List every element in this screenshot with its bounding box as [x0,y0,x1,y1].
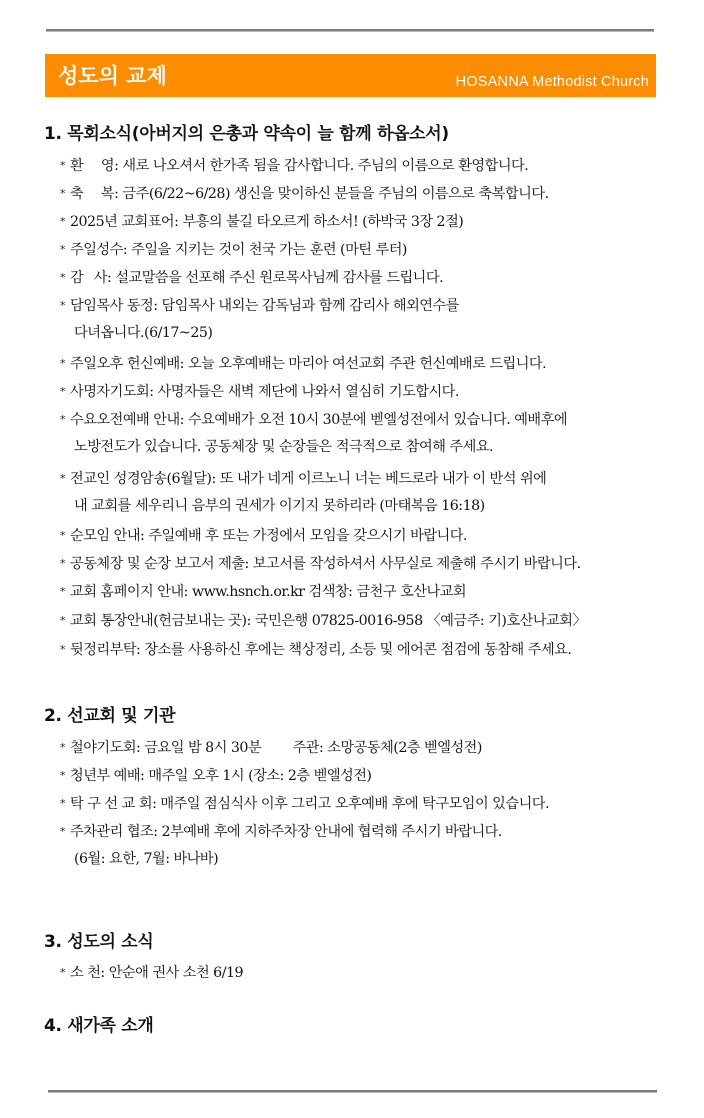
item-continuation: 내 교회를 세우리니 음부의 권세가 이기지 못하리라 (마태복음 16:18) [74,498,485,514]
list-item [60,790,549,818]
item-label: 환 영 [70,158,115,174]
bullet-icon: * [60,825,65,838]
list-item [60,607,586,635]
list-item [60,578,466,606]
list-item [60,762,371,790]
list-item [60,636,571,664]
item-text: 국민은행 07825-0016-958 〈예금주: 기)호산나교회〉 [254,613,587,629]
bullet-icon: * [60,159,65,172]
separator: : [114,186,119,202]
section-banner [45,54,656,97]
item-text: 수요예배가 오전 10시 30분에 벧엘성전에서 있습니다. 예배후에 [187,412,568,428]
separator: : [153,824,158,840]
bullet-icon: * [60,271,65,284]
list-item [60,465,546,520]
top-divider [46,29,654,32]
list-item [60,959,243,987]
list-item [60,208,463,236]
banner-title: 성도의 교제 [58,64,167,88]
separator: : [174,214,179,230]
bullet-icon: * [60,585,65,598]
bullet-icon: * [60,797,65,810]
bullet-icon: * [60,529,65,542]
item-label: 주일성수 [70,242,123,258]
separator: : [136,740,141,756]
item-label: 소 천 [70,965,101,981]
separator: : [179,412,184,428]
item-text: 또 내가 네게 이르노니 너는 베드로라 내가 이 반석 위에 [219,471,547,487]
separator: : [244,556,249,572]
church-name: HOSANNA Methodist Church [455,74,649,90]
bullet-icon: * [60,243,65,256]
section-heading-pastoral-news: 1. 목회소식(아버지의 은총과 약속이 늘 함께 하옵소서) [44,124,449,144]
item-text: 금요일 밤 8시 30분 주관: 소망공동체(2층 벧엘성전) [144,740,482,756]
separator: : [122,242,128,258]
item-continuation: 다녀옵니다.(6/17~25) [74,325,213,341]
item-text: 매주일 점심식사 이후 그리고 오후예배 후에 탁구모임이 있습니다. [160,796,549,812]
bullet-icon: * [60,413,65,426]
separator: : [211,471,216,487]
bullet-icon: * [60,557,65,570]
separator: : [149,384,154,400]
list-item [60,818,502,873]
item-label: 철야기도회 [70,740,137,756]
separator: : [153,298,158,314]
item-text: 주일을 지키는 것이 천국 가는 훈련 (마틴 루터) [131,242,407,258]
separator: : [107,270,112,286]
item-label: 사명자기도회 [70,384,150,400]
section-heading-missions: 2. 선교회 및 기관 [44,706,176,726]
item-label: 교회 홈페이지 안내 [70,584,184,600]
item-label: 감 사 [70,270,108,286]
list-item [60,152,528,180]
item-label: 수요오전예배 안내 [70,412,180,428]
item-label: 순모임 안내 [70,528,141,544]
item-label: 주일오후 헌신예배 [70,356,180,372]
list-item [60,350,546,378]
item-text: 안순애 권사 소천 6/19 [108,965,244,981]
item-text: www.hsnch.or.kr 검색창: 금천구 호산나교회 [191,584,467,600]
item-label: 2025년 교회표어 [70,214,175,230]
bullet-icon: * [60,299,65,312]
separator: : [100,965,105,981]
item-label: 청년부 예배 [70,768,141,784]
bullet-icon: * [60,643,65,656]
item-text: 2부예배 후에 지하주차장 안내에 협력해 주시기 바랍니다. [161,824,502,840]
list-item [60,180,549,208]
item-label: 탁 구 선 교 회 [70,796,153,812]
item-text: 보고서를 작성하셔서 사무실로 제출해 주시기 바랍니다. [252,556,581,572]
item-continuation: (6월: 요한, 7월: 바나바) [74,851,219,867]
separator: : [246,613,251,629]
item-text: 부흥의 불길 타오르게 하소서! (하박국 3장 2절) [182,214,464,230]
item-text: 주일예배 후 또는 가정에서 모임을 갖으시기 바랍니다. [148,528,467,544]
bullet-icon: * [60,741,65,754]
separator: : [140,768,145,784]
item-text: 장소를 사용하신 후에는 책상정리, 소등 및 에어콘 점검에 동참해 주세요. [144,642,572,658]
list-item [60,264,443,292]
item-label: 교회 통장안내(헌금보내는 곳) [70,613,247,629]
item-label: 담임목사 동정 [70,298,154,314]
item-label: 주차관리 협조 [70,824,154,840]
bullet-icon: * [60,769,65,782]
item-text: 담임목사 내외는 감독님과 함께 감리사 해외연수를 [161,298,459,314]
item-text: 금주(6/22~6/28) 생신을 맞이하신 분들을 주님의 이름으로 축복합니다. [122,186,549,202]
list-item [60,236,407,264]
list-item [60,522,467,550]
item-text: 사명자들은 새벽 제단에 나와서 열심히 기도합시다. [157,384,459,400]
list-item [60,378,459,406]
section-heading-member-news: 3. 성도의 소식 [44,932,154,952]
bullet-icon: * [60,472,65,485]
bullet-icon: * [60,357,65,370]
item-continuation: 노방전도가 있습니다. 공동체장 및 순장들은 적극적으로 참여해 주세요. [74,439,494,455]
separator: : [136,642,141,658]
separator: : [179,356,184,372]
item-label: 전교인 성경암송(6월달) [70,471,212,487]
separator: : [152,796,157,812]
separator: : [183,584,188,600]
bottom-divider [48,1090,657,1093]
item-label: 뒷정리부탁 [70,642,137,658]
bullet-icon: * [60,187,65,200]
section-heading-new-family: 4. 새가족 소개 [44,1016,154,1036]
item-label: 축 복 [70,186,115,202]
separator: : [140,528,145,544]
item-text: 설교말씀을 선포해 주신 원로목사님께 감사를 드립니다. [115,270,444,286]
separator: : [114,158,119,174]
list-item [60,550,581,578]
bullet-icon: * [60,385,65,398]
item-text: 새로 나오셔서 한가족 됨을 감사합니다. 주님의 이름으로 환영합니다. [122,158,529,174]
list-item [60,734,482,762]
item-text: 매주일 오후 1시 (장소: 2층 벧엘성전) [148,768,372,784]
bullet-icon: * [60,966,65,979]
item-text: 오늘 오후예배는 마리아 여선교회 주관 헌신예배로 드립니다. [187,356,547,372]
list-item [60,406,567,461]
list-item [60,292,459,347]
item-label: 공동체장 및 순장 보고서 제출 [70,556,245,572]
bullet-icon: * [60,215,65,228]
bullet-icon: * [60,614,65,627]
